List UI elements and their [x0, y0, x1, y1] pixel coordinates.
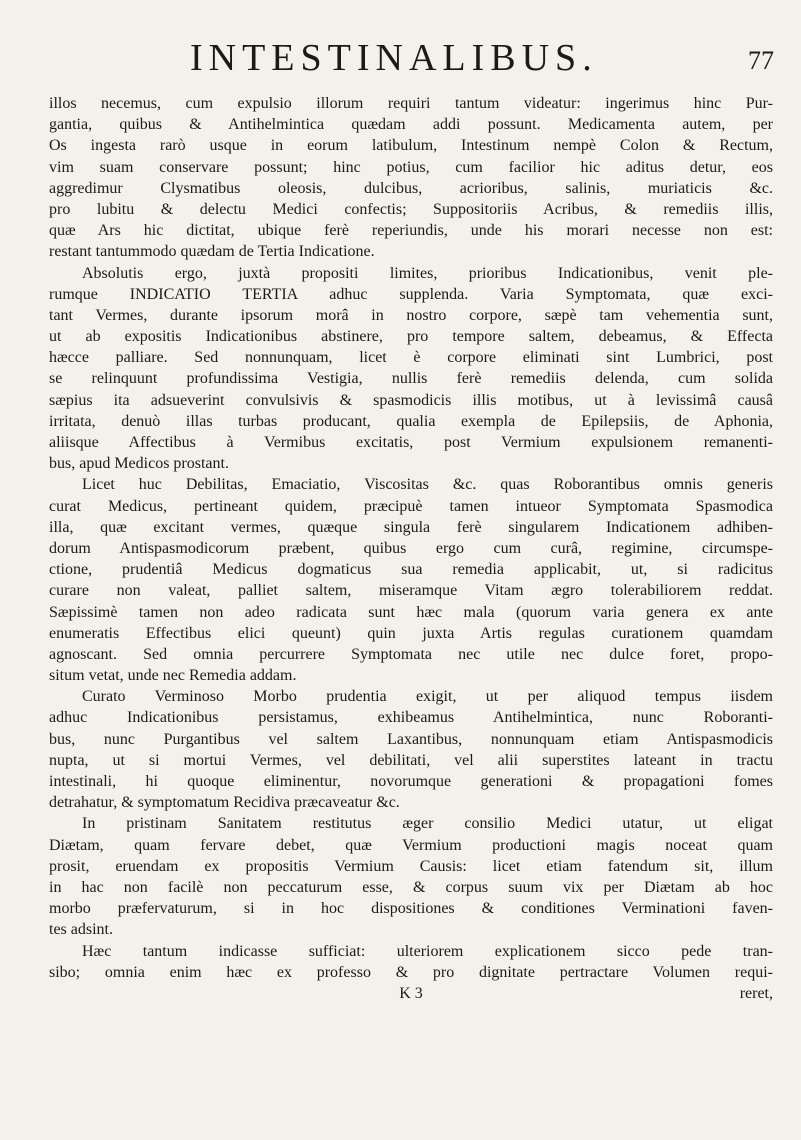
body-text	[49, 93, 773, 1004]
text-line: Diætam, quam fervare debet, quæ Vermium productioni magis noceat quam	[49, 836, 773, 854]
text-line: gantia, quibus & Antihelmintica quædam addi possunt. Medicamenta autem, per	[49, 116, 773, 134]
text-line: Absolutis ergo, juxtà propositi limites, prioribus Indicationibus, venit ple-	[82, 264, 773, 282]
text-line: vim suam conservare possunt; hinc potius, cum facilior hic aditus detur, eos	[49, 158, 773, 176]
text-line: adhuc Indicationibus persistamus, exhibeamus Antihelmintica, nunc Roboranti-	[49, 709, 773, 727]
text-line: bus, nunc Purgantibus vel saltem Laxantibus, nonnunquam etiam Antispasmodicis	[49, 730, 773, 748]
text-line: Curato Verminoso Morbo prudentia exigit, ut per aliquod tempus iisdem	[82, 688, 773, 706]
text-line: Os ingesta rarò usque in eorum latibulum, Intestinum nempè Colon & Rectum,	[49, 137, 773, 155]
text-line: dorum Antispasmodicorum præbent, quibus ergo cum curâ, regimine, circumspe-	[49, 539, 773, 557]
text-line: in hac non facilè non peccaturum esse, & corpus suum vix per Diætam ab hoc	[49, 878, 773, 896]
text-line: quæ Ars hic dictitat, ubique ferè reperiundis, unde his morari necesse non est:	[49, 222, 773, 240]
running-title: INTESTINALIBUS.	[190, 37, 598, 79]
running-head	[0, 38, 801, 78]
catchword: reret,	[739, 984, 773, 1002]
text-line: curat Medicus, pertineant quidem, præcipuè tamen intueor Symptomata Spasmodica	[49, 497, 773, 515]
text-line: irritata, denuò illas turbas producant, qualia exempla de Epilepsiis, de Aphonia,	[49, 412, 773, 430]
text-line: detrahatur, & symptomatum Recidiva præcaveatur &c.	[49, 794, 400, 812]
text-line: rumque INDICATIO TERTIA adhuc supplenda. Varia Symptomata, quæ exci-	[49, 285, 773, 303]
text-line: Hæc tantum indicasse sufficiat: ulteriorem explicationem sicco pede tran-	[82, 942, 773, 960]
text-line: situm vetat, unde nec Remedia addam.	[49, 667, 297, 685]
text-line: illa, quæ excitant vermes, quæque singula ferè singularem Indicationem adhiben-	[49, 518, 773, 536]
text-line: restant tantummodo quædam de Tertia Indicatione.	[49, 243, 375, 261]
text-line: sæpius ita adsueverint convulsivis & spasmodicis illis motibus, ut à levissimâ causâ	[49, 391, 773, 409]
text-line: enumeratis Effectibus elici queunt) quin juxta Artis regulas curationem quamdam	[49, 624, 773, 642]
text-line: sibo; omnia enim hæc ex professo & pro dignitate pertractare Volumen requi-	[49, 963, 773, 981]
text-line: pro lubitu & delectu Medici confectis; Suppositoriis Acribus, & remediis illis,	[49, 200, 773, 218]
text-line: morbo præfervaturum, si in hoc dispositiones & conditiones Verminationi faven-	[49, 900, 773, 918]
text-line: aliisque Affectibus à Vermibus excitatis, post Vermium expulsionem remanenti-	[49, 434, 773, 451]
text-line: se relinquunt profundissima Vestigia, nullis ferè remediis delenda, cum solida	[49, 370, 773, 388]
text-line: bus, apud Medicos prostant.	[49, 455, 229, 473]
text-line: Licet huc Debilitas, Emaciatio, Viscositas &c. quas Roborantibus omnis generis	[82, 476, 773, 494]
text-line: intestinali, hi quoque eliminentur, novorumque generationi & propagationi fomes	[49, 773, 773, 790]
footer-line	[49, 983, 773, 1004]
text-line: ctione, prudentiâ Medicus dogmaticus sua remedia applicabit, ut, si radicitus	[49, 561, 773, 579]
text-line: aggredimur Clysmatibus oleosis, dulcibus, acrioribus, salinis, muriaticis &c.	[49, 179, 773, 197]
text-line: ut ab expositis Indicationibus abstinere, pro tempore saltem, debeamus, & Effecta	[49, 328, 773, 346]
page-number: 77	[748, 46, 774, 75]
text-line: prosit, eruendam ex propositis Vermium Causis: licet etiam fatendum sit, illum	[49, 857, 773, 875]
text-line: nupta, ut si mortui Vermes, vel debilitati, vel alii superstites lateant in tractu	[49, 751, 773, 769]
text-line: hæcce palliare. Sed nonnunquam, licet è corpore eliminati sint Lumbrici, post	[49, 349, 773, 367]
text-line: agnoscant. Sed omnia percurrere Symptomata nec utile nec dulce foret, propo-	[49, 645, 773, 663]
text-line: Sæpissimè tamen non adeo radicata sunt hæc mala (quorum varia genera ex ante	[49, 603, 773, 621]
text-line: curare non valeat, palliet saltem, miseramque Vitam ægro tolerabiliorem reddat.	[49, 582, 773, 600]
text-line: In pristinam Sanitatem restitutus æger consilio Medici utatur, ut eligat	[82, 815, 773, 833]
text-line: tes adsint.	[49, 921, 113, 939]
text-line: tant Vermes, durante ipsorum morâ in nostro corpore, sæpè tam vehementia sunt,	[49, 306, 773, 324]
text-line: illos necemus, cum expulsio illorum requiri tantum videatur: ingerimus hinc Pur-	[49, 95, 773, 112]
signature-mark: K 3	[399, 984, 423, 1002]
